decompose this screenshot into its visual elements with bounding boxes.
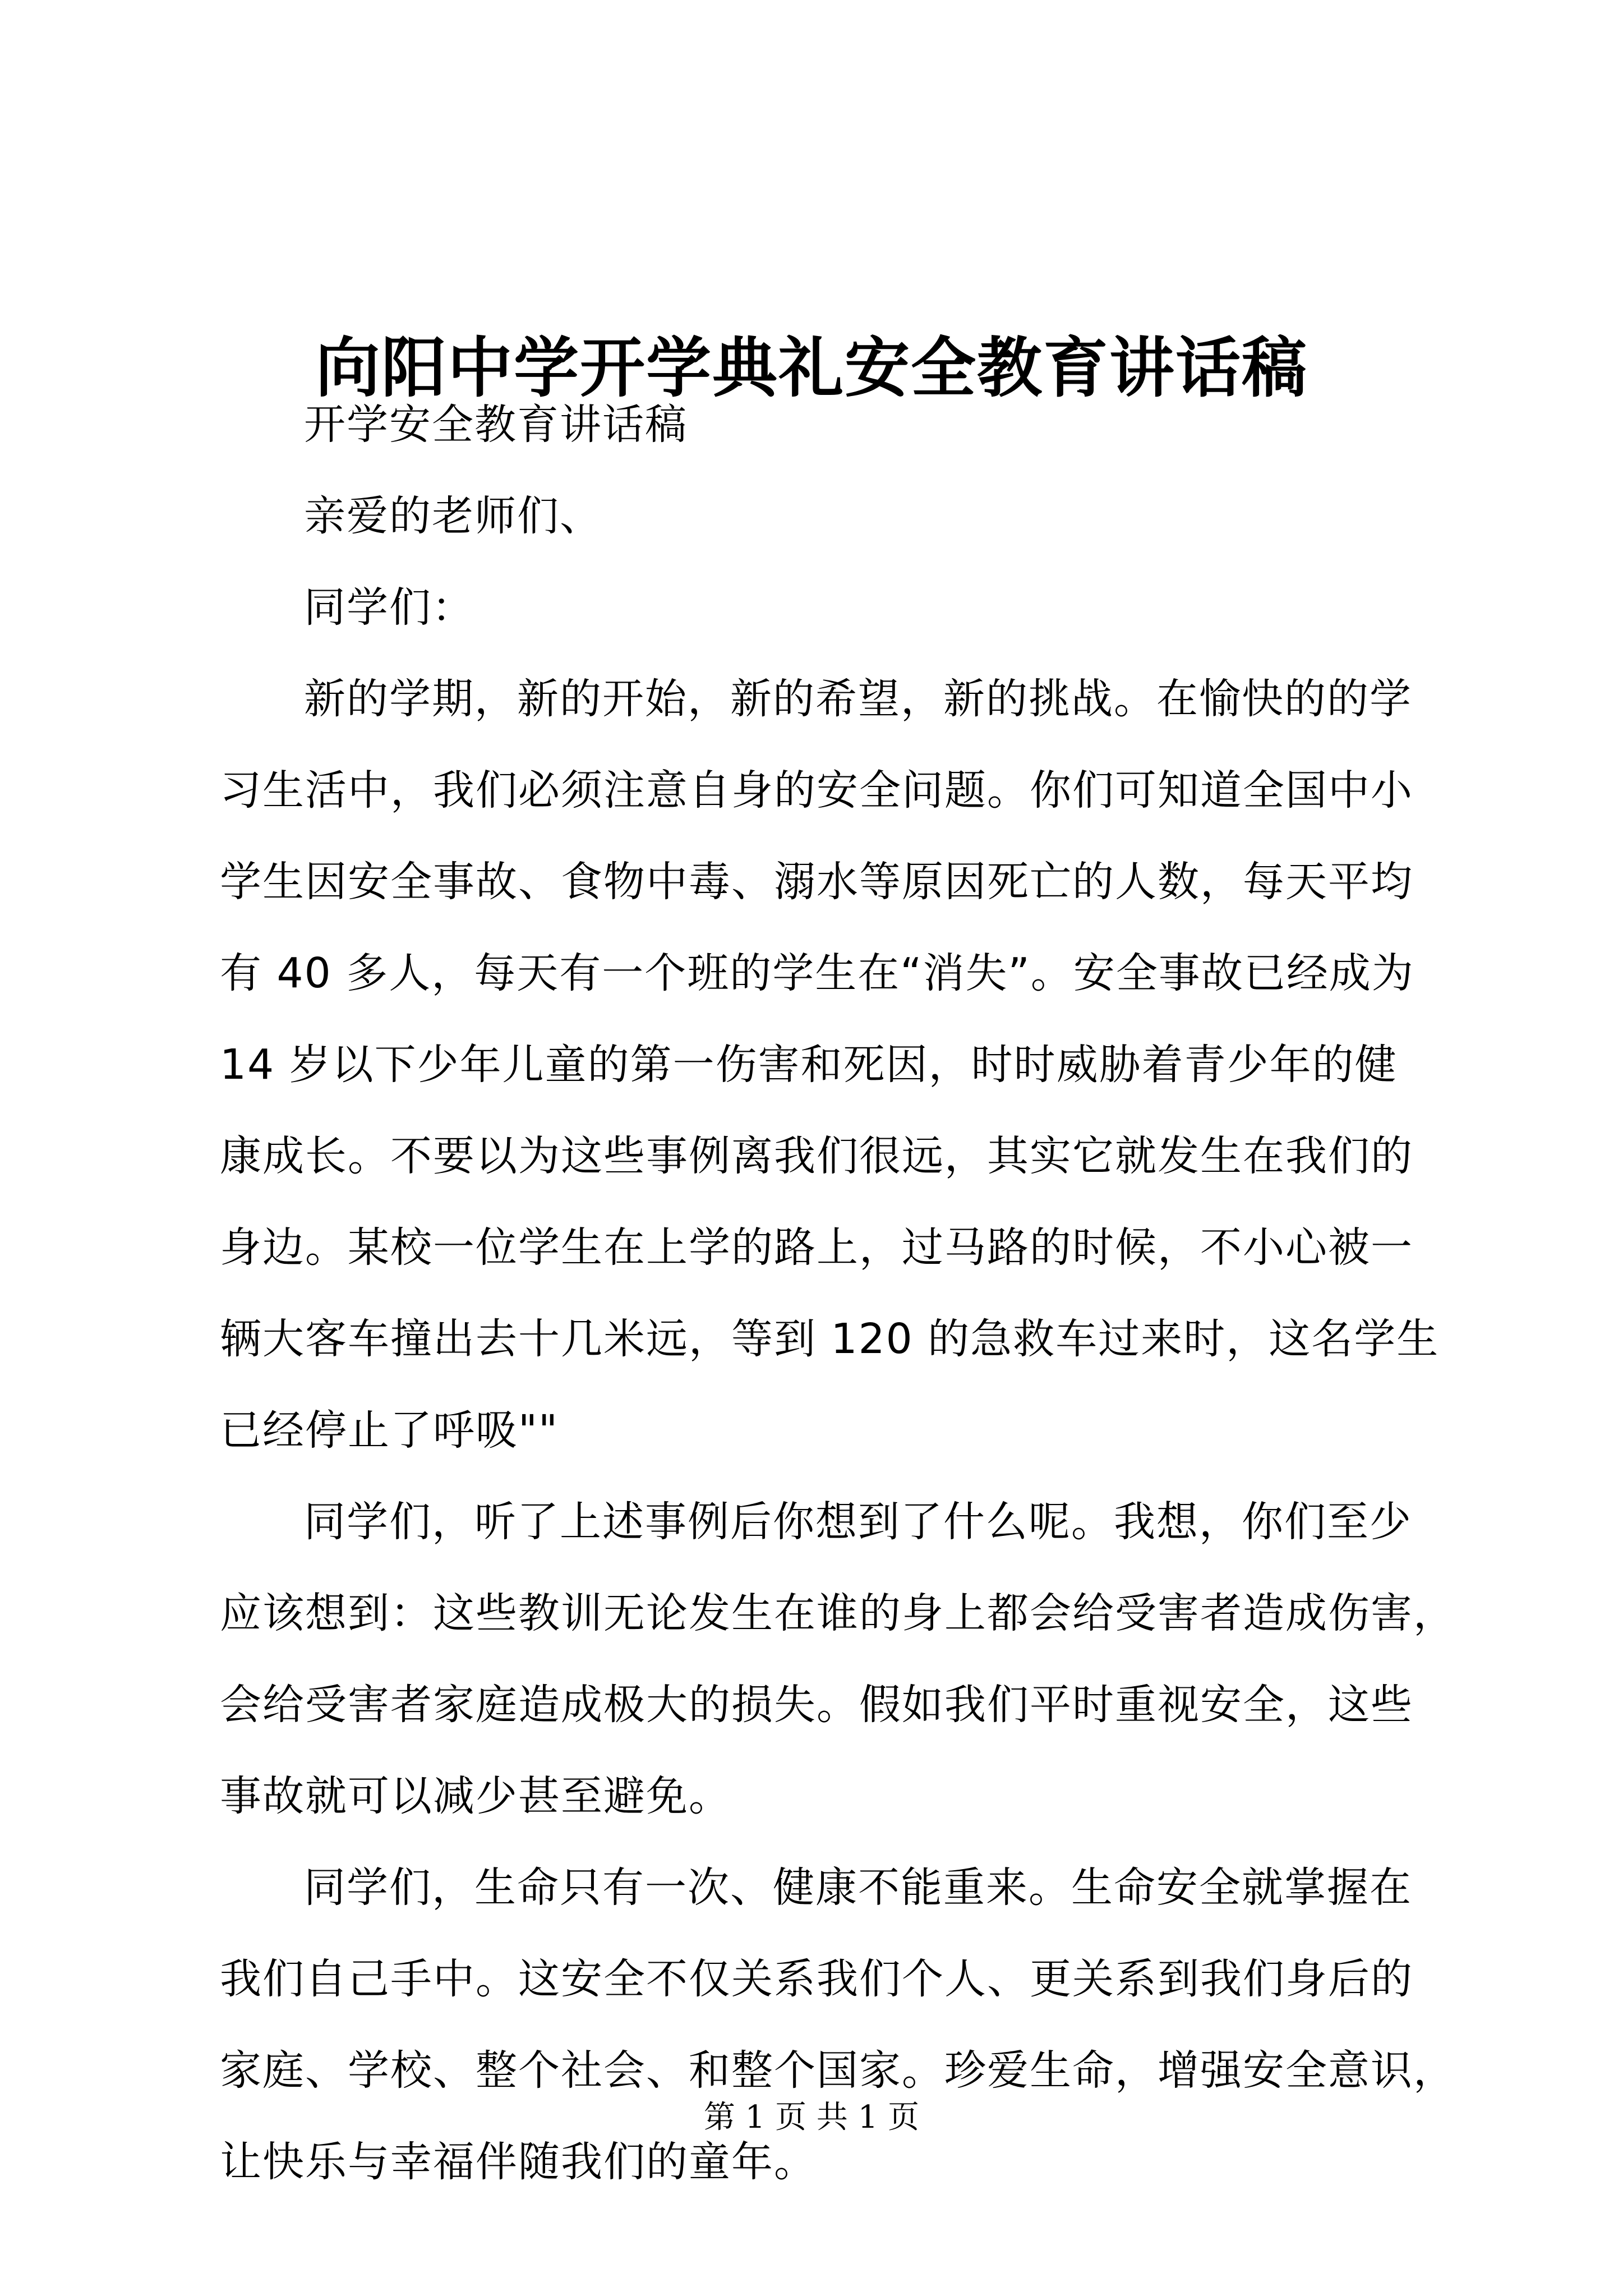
body-line: 同学们，生命只有一次、健康不能重来。生命安全就掌握在 xyxy=(304,1864,1412,1912)
body-line: 事故就可以减少甚至避免。 xyxy=(220,1772,731,1820)
body-line: 同学们，听了上述事例后你想到了什么呢。我想，你们至少 xyxy=(304,1498,1412,1546)
body-line: 应该想到：这些教训无论发生在谁的身上都会给受害者造成伤害， xyxy=(220,1589,1456,1637)
body-line: 亲爱的老师们、 xyxy=(304,492,602,540)
body-line: 让快乐与幸福伴随我们的童年。 xyxy=(220,2138,817,2186)
body-line: 习生活中，我们必须注意自身的安全问题。你们可知道全国中小 xyxy=(220,766,1413,815)
body-line: 身边。某校一位学生在上学的路上，过马路的时候，不小心被一 xyxy=(220,1223,1413,1272)
body-line: 我们自己手中。这安全不仅关系我们个人、更关系到我们身后的 xyxy=(220,1955,1413,2003)
body-line: 同学们： xyxy=(304,583,474,632)
body-line: 会给受害者家庭造成极大的损失。假如我们平时重视安全，这些 xyxy=(220,1681,1413,1729)
document-title: 向阳中学开学典礼安全教育讲话稿 xyxy=(315,329,1308,406)
body-line: 已经停止了呼吸"" xyxy=(220,1406,559,1455)
page-footer: 第 1 页 共 1 页 xyxy=(703,2099,920,2136)
body-line: 有 40 多人，每天有一个班的学生在“消失”。安全事故已经成为 xyxy=(220,949,1414,997)
body-line: 14 岁以下少年儿童的第一伤害和死因，时时威胁着青少年的健 xyxy=(220,1041,1398,1089)
body-line: 学生因安全事故、食物中毒、溺水等原因死亡的人数，每天平均 xyxy=(220,858,1413,906)
body-line: 家庭、学校、整个社会、和整个国家。珍爱生命，增强安全意识， xyxy=(220,2046,1456,2095)
document-body xyxy=(220,379,1456,2208)
body-line: 辆大客车撞出去十几米远，等到 120 的急救车过来时，这名学生 xyxy=(220,1315,1440,1363)
body-line: 康成长。不要以为这些事例离我们很远，其实它就发生在我们的 xyxy=(220,1132,1413,1180)
body-line: 开学安全教育讲话稿 xyxy=(304,401,688,449)
body-line: 新的学期，新的开始，新的希望，新的挑战。在愉快的的学 xyxy=(304,675,1412,723)
